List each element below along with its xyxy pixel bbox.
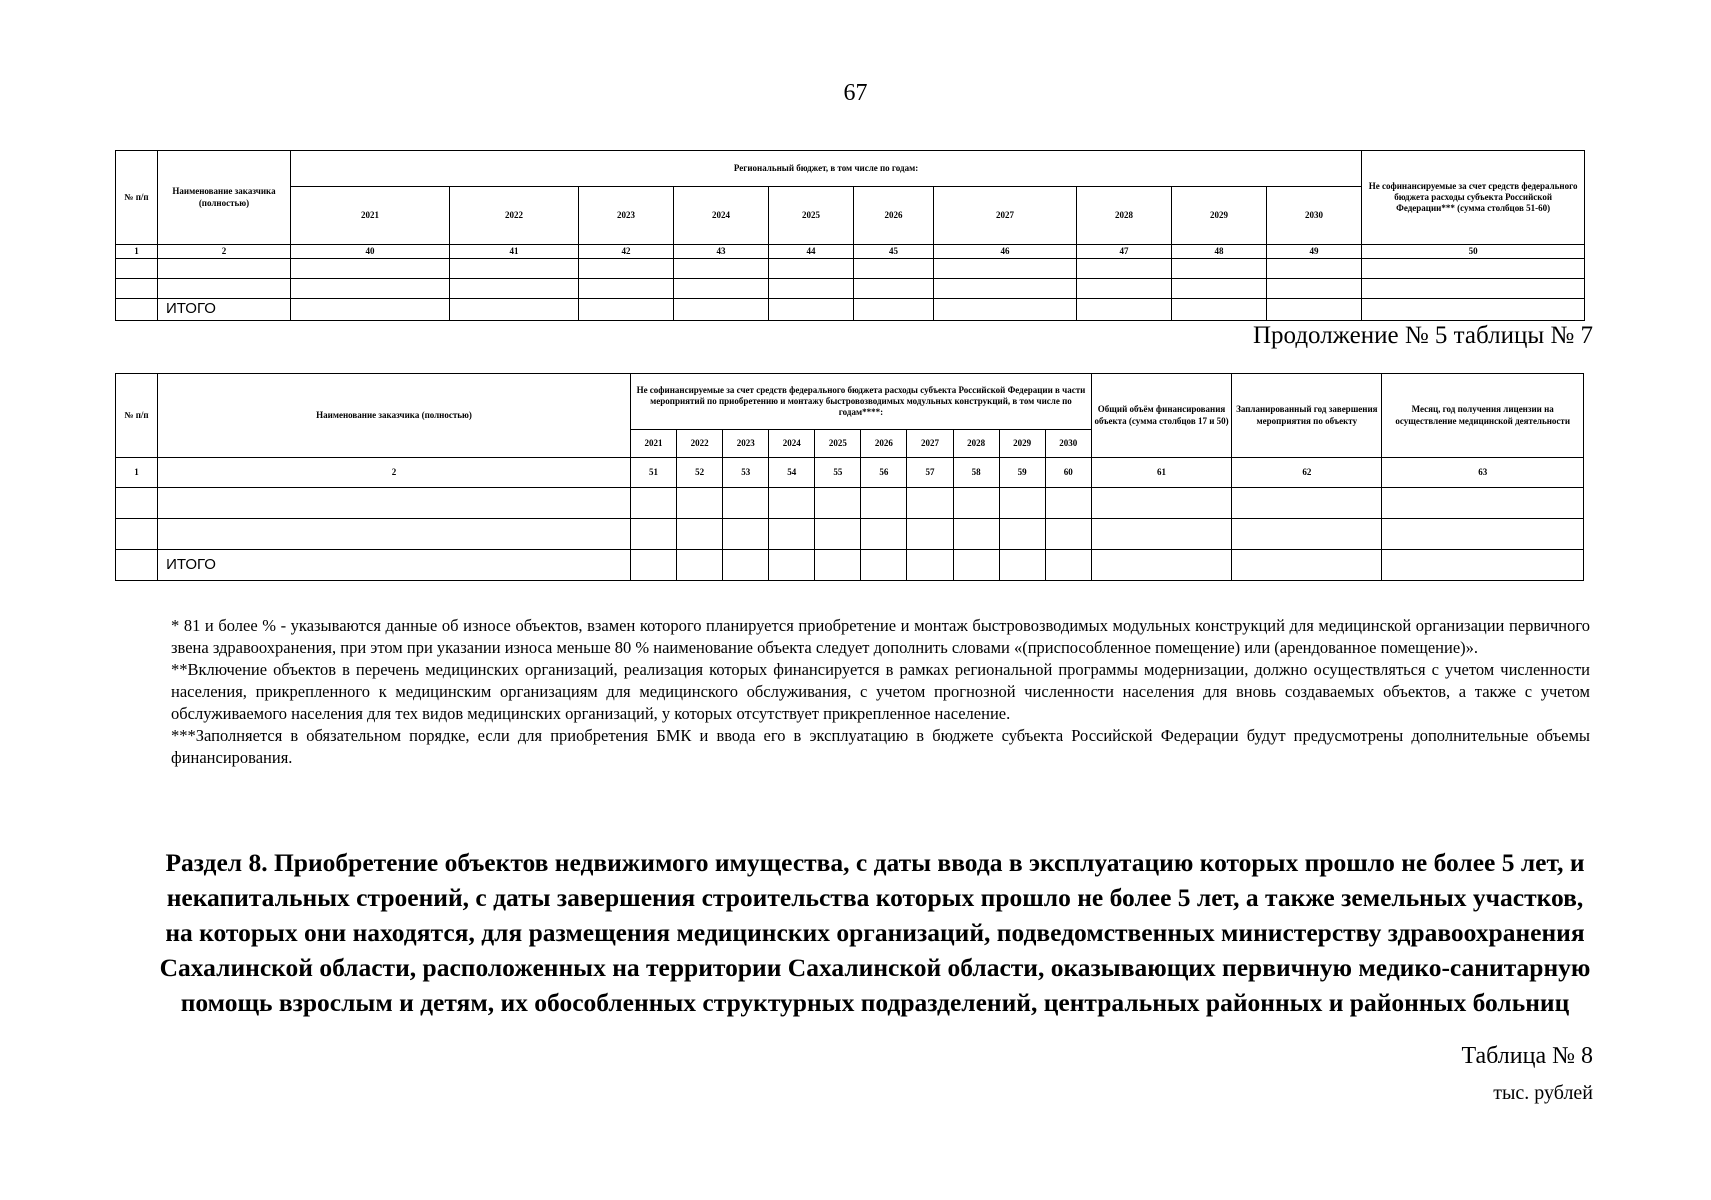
- year-header: 2028: [953, 430, 999, 458]
- col-customer-header: Наименование заказчика (полностью): [158, 374, 631, 458]
- col-total-volume-header: Общий объём финансирования объекта (сумма столбцов 17 и 50): [1091, 374, 1231, 458]
- column-index: 1: [116, 458, 158, 488]
- total-row: [116, 299, 1585, 321]
- total-label: ИТОГО: [158, 550, 631, 581]
- year-header: 2026: [854, 187, 934, 245]
- footnote: ***Заполняется в обязательном порядке, если для приобретения БМК и ввода его в эксплуатацию в бюджете субъекта Российской Федерации будут предусмотрены дополнительные объемы финансирования.: [171, 726, 1590, 767]
- column-index: 59: [999, 458, 1045, 488]
- year-header: 2021: [631, 430, 677, 458]
- column-index-row: [116, 245, 1585, 259]
- page-number: 67: [843, 80, 868, 106]
- col-not-cofinanced-header: Не софинансируемые за счет средств федерального бюджета расходы субъекта Российской Федерации*** (сумма столбцов 51-60): [1362, 151, 1585, 245]
- table-row: [116, 519, 1584, 550]
- column-index: 48: [1172, 245, 1267, 259]
- column-index: 1: [116, 245, 158, 259]
- column-index: 44: [769, 245, 854, 259]
- year-header: 2028: [1077, 187, 1172, 245]
- column-index: 42: [579, 245, 674, 259]
- column-index: 63: [1382, 458, 1584, 488]
- footnote: **Включение объектов в перечень медицинских организаций, реализация которых финансируется в рамках региональной программы модернизации, должно осуществляться с учетом численности населения, прикрепленного к медицинским организациям для медицинского обслуживания, с учетом прогнозной численности населения для вновь создаваемых объектов, а также с учетом обслуживаемого населения для тех видов медицинских организаций, у которых отсутствует прикрепленное население.: [171, 660, 1590, 723]
- total-row: [116, 550, 1584, 581]
- column-index: 40: [291, 245, 450, 259]
- year-header: 2027: [907, 430, 953, 458]
- column-index: 60: [1045, 458, 1091, 488]
- col-number-header: № п/п: [116, 374, 158, 458]
- column-index: 62: [1232, 458, 1382, 488]
- column-index: 54: [769, 458, 815, 488]
- units-label: тыс. рублей: [1493, 1082, 1593, 1104]
- col-customer-header: Наименование заказчика (полностью): [158, 151, 291, 245]
- year-header: 2022: [677, 430, 723, 458]
- year-header: 2024: [769, 430, 815, 458]
- year-header: 2025: [769, 187, 854, 245]
- column-index: 52: [677, 458, 723, 488]
- column-index-row: [116, 458, 1584, 488]
- year-header: 2023: [723, 430, 769, 458]
- not-cofinanced-table: [115, 373, 1584, 581]
- col-not-cofinanced-header: Не софинансируемые за счет средств федерального бюджета расходы субъекта Российской Федерации в части мероприятий по приобретению и монтажу быстровозводимых модульных конструкций, в том числе по годам****:: [631, 374, 1092, 430]
- year-header: 2029: [1172, 187, 1267, 245]
- column-index: 51: [631, 458, 677, 488]
- year-header: 2027: [934, 187, 1077, 245]
- col-license-header: Месяц, год получения лицензии на осуществление медицинской деятельности: [1382, 374, 1584, 458]
- column-index: 49: [1267, 245, 1362, 259]
- column-index: 56: [861, 458, 907, 488]
- year-header: 2026: [861, 430, 907, 458]
- column-index: 57: [907, 458, 953, 488]
- table-row: [116, 259, 1585, 279]
- column-index: 46: [934, 245, 1077, 259]
- column-index: 43: [674, 245, 769, 259]
- column-index: 47: [1077, 245, 1172, 259]
- column-index: 41: [450, 245, 579, 259]
- column-index: 2: [158, 458, 631, 488]
- column-index: 45: [854, 245, 934, 259]
- table-label: Таблица № 8: [1461, 1043, 1593, 1069]
- year-header: 2022: [450, 187, 579, 245]
- year-header: 2030: [1045, 430, 1091, 458]
- column-index: 58: [953, 458, 999, 488]
- col-number-header: № п/п: [116, 151, 158, 245]
- col-regional-budget-header: Региональный бюджет, в том числе по годам:: [291, 151, 1362, 187]
- section-title: Раздел 8. Приобретение объектов недвижимого имущества, с даты ввода в эксплуатацию которых прошло не более 5 лет, и некапитальных строений, с даты завершения строительства которых прошло не более 5 лет, а также земельных участков, на которых они находятся, для размещения медицинских организаций, подведомственных министерству здравоохранения Сахалинской области, расположенных на территории Сахалинской области, оказывающих первичную медико-санитарную помощь взрослым и детям, их обособленных структурных подразделений, центральных районных и районных больниц: [159, 848, 1591, 1017]
- column-index: 55: [815, 458, 861, 488]
- regional-budget-table: [115, 150, 1585, 321]
- column-index: 50: [1362, 245, 1585, 259]
- year-header: 2024: [674, 187, 769, 245]
- total-label: ИТОГО: [158, 299, 291, 321]
- year-header: 2030: [1267, 187, 1362, 245]
- footnotes: [171, 615, 1590, 769]
- year-header: 2021: [291, 187, 450, 245]
- table-row: [116, 488, 1584, 519]
- year-header: 2025: [815, 430, 861, 458]
- continuation-heading: Продолжение № 5 таблицы № 7: [1252, 322, 1593, 349]
- col-planned-year-header: Запланированный год завершения мероприятия по объекту: [1232, 374, 1382, 458]
- column-index: 61: [1091, 458, 1231, 488]
- column-index: 2: [158, 245, 291, 259]
- year-header: 2029: [999, 430, 1045, 458]
- footnote: * 81 и более % - указываются данные об износе объектов, взамен которого планируется приобретение и монтаж быстровозводимых модульных конструкций для медицинской организации первичного звена здравоохранения, при этом при указании износа меньше 80 % наименование объекта следует дополнить словами «(приспособленное помещение) или (арендованное помещение)».: [171, 616, 1590, 657]
- table-row: [116, 279, 1585, 299]
- year-header: 2023: [579, 187, 674, 245]
- column-index: 53: [723, 458, 769, 488]
